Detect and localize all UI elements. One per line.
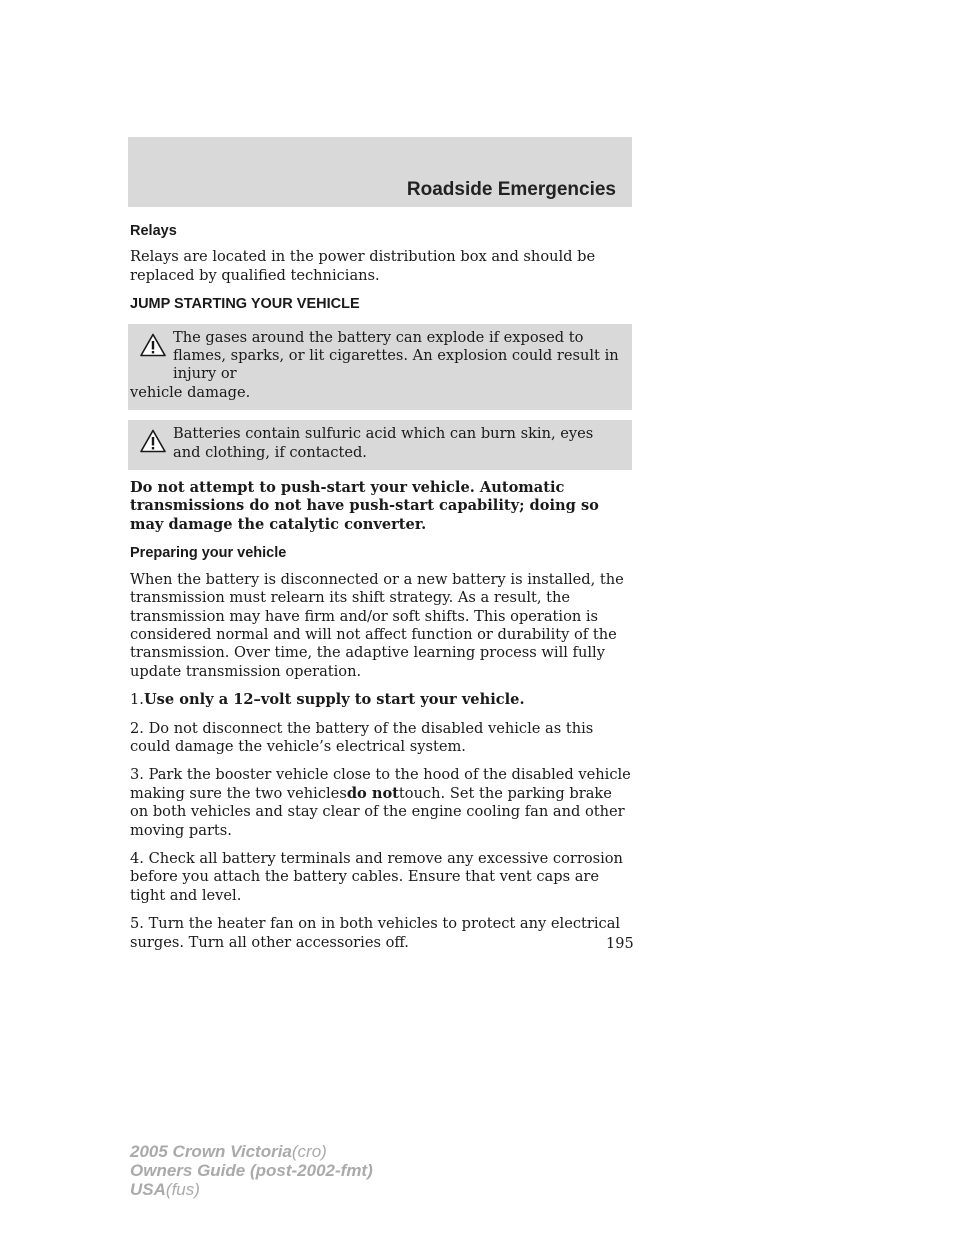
relays-text: Relays are located in the power distribution box and should be replaced by qualified technicians. (130, 248, 596, 284)
footer-model-code: (cro) (291, 1142, 327, 1161)
section-title: Roadside Emergencies (406, 179, 616, 200)
step-3-text-a: 3. Park the booster vehicle close to the hood of the disabled vehicle making sure the two vehicles (130, 766, 631, 802)
step-5: 5. Turn the heater fan on in both vehicles to protect any electrical surges. Turn all other accessories off. (130, 915, 621, 951)
preparing-text: When the battery is disconnected or a new battery is installed, the transmission must relearn its shift strategy. As a result, the transmission may have firm and/or soft shifts. This operation is considered normal and will not affect function or durability of the transmission. Over time, the adaptive learning process will fully update transmission operation. (130, 570, 624, 680)
step-3 (130, 766, 632, 840)
warning-triangle-icon (140, 333, 166, 357)
step-3-bold: do not (346, 784, 399, 802)
step-1-number: 1. (130, 691, 144, 709)
footer-model: 2005 Crown Victoria (130, 1142, 292, 1161)
document-footer (130, 1142, 373, 1199)
warning-text-continued: vehicle damage. (130, 383, 251, 401)
relays-heading: Relays (130, 223, 177, 239)
step-2: 2. Do not disconnect the battery of the disabled vehicle as this could damage the vehicle’s electrical system. (130, 719, 594, 755)
section-header-bar (128, 137, 632, 207)
push-start-caution: Do not attempt to push-start your vehicle. Automatic transmissions do not have push-start capability; doing so may damage the catalytic converter. (130, 479, 599, 533)
page-number: 195 (606, 936, 634, 952)
step-1 (130, 691, 632, 709)
footer-guide: Owners Guide (post-2002-fmt) (130, 1161, 373, 1180)
step-1-text: Use only a 12–volt supply to start your vehicle. (143, 691, 525, 709)
step-3-text-b: touch. Set the parking brake on both vehicles and stay clear of the engine cooling fan and other moving parts. (130, 784, 625, 839)
warning-text: Batteries contain sulfuric acid which can burn skin, eyes and clothing, if contacted. (173, 425, 594, 461)
footer-market-code: (fus) (165, 1180, 200, 1199)
warning-box-acid (128, 420, 632, 470)
step-4: 4. Check all battery terminals and remove any excessive corrosion before you attach the battery cables. Ensure that vent caps are tight and level. (130, 849, 623, 904)
jump-start-heading: JUMP STARTING YOUR VEHICLE (130, 296, 360, 313)
footer-market: USA (130, 1180, 166, 1199)
warning-text: The gases around the battery can explode if exposed to flames, sparks, or lit cigarettes. An explosion could result in injury or (173, 328, 619, 383)
warning-triangle-icon (140, 429, 166, 453)
preparing-heading: Preparing your vehicle (130, 545, 287, 562)
warning-box-explosion (128, 324, 632, 411)
page-content (130, 222, 632, 962)
